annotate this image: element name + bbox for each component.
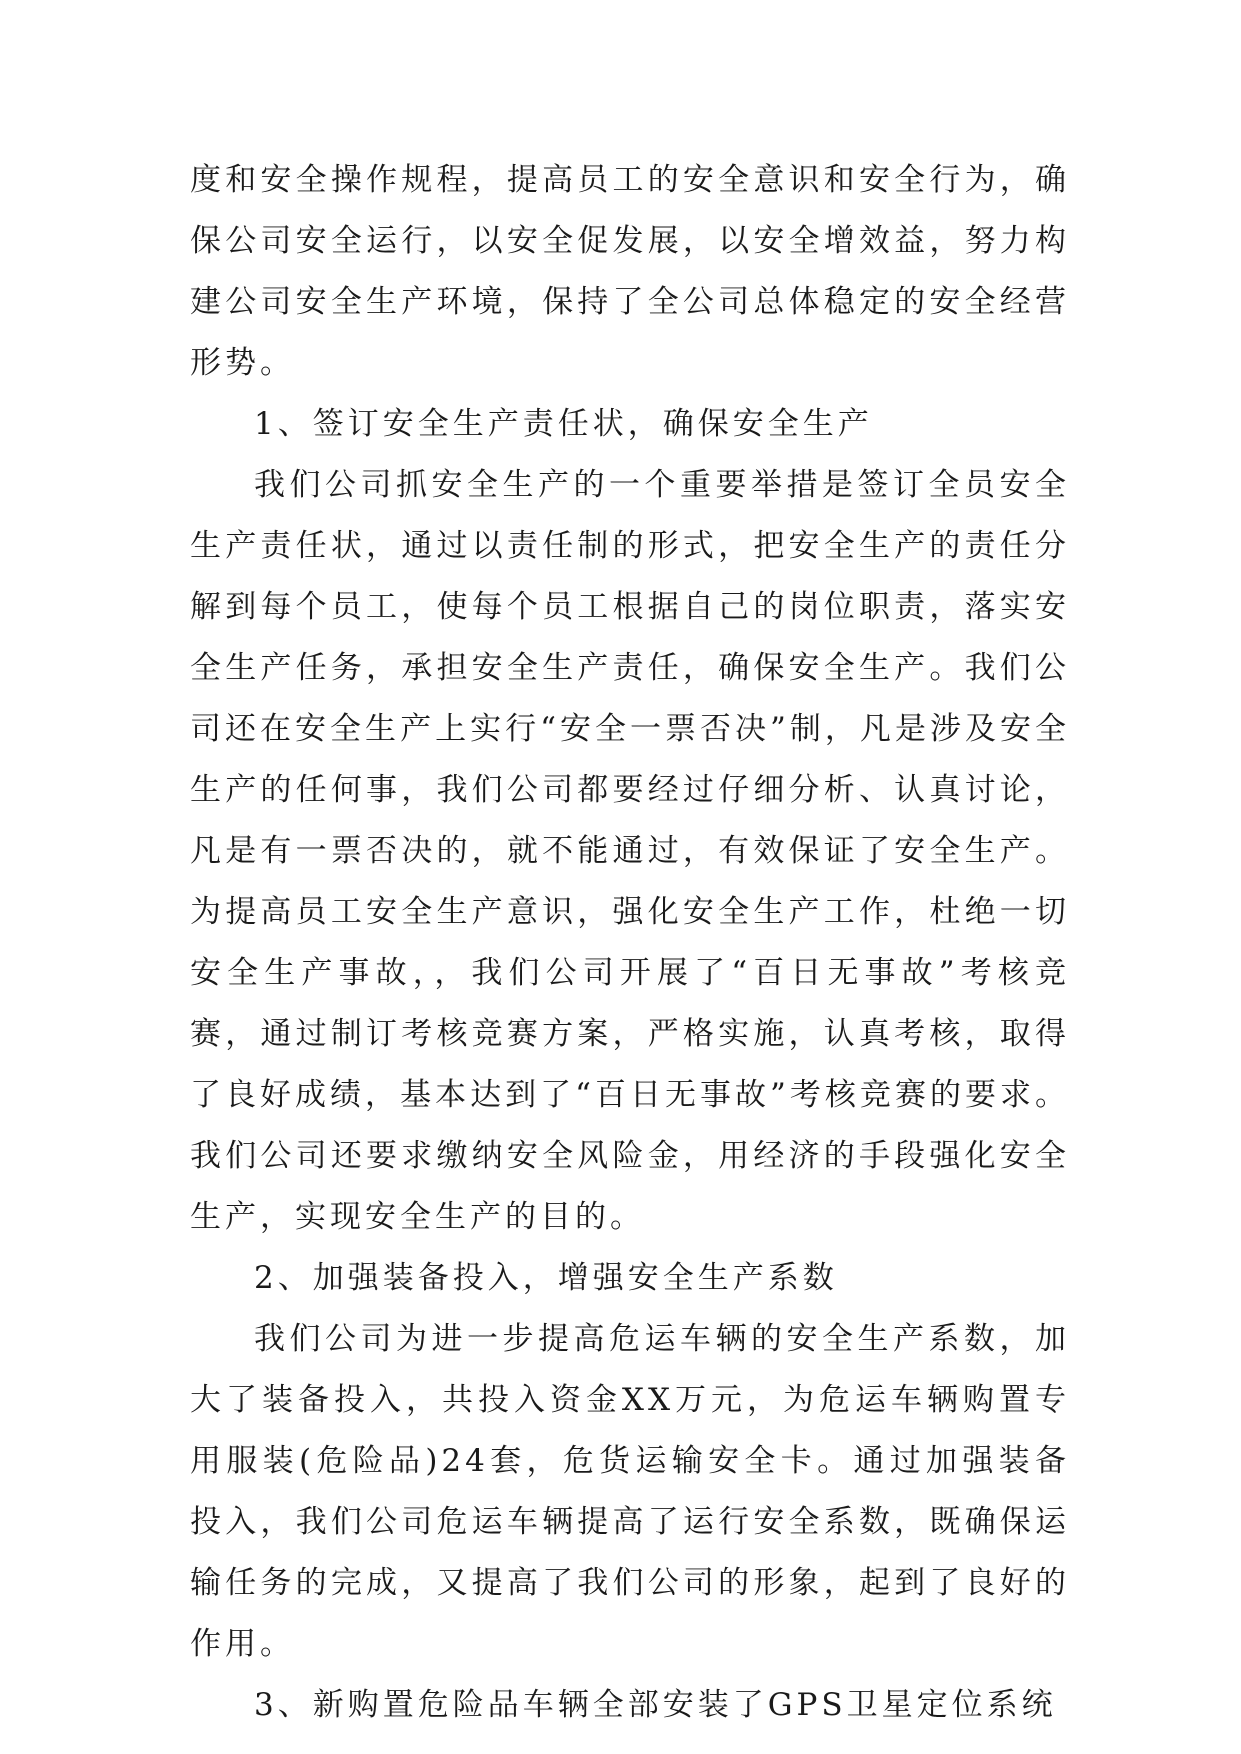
paragraph-safety-overview: 度和安全操作规程，提高员工的安全意识和安全行为，确保公司安全运行，以安全促发展，以安全增效益，努力构建公司安全生产环境，保持了全公司总体稳定的安全经营形势。	[190, 162, 1070, 381]
document-body	[190, 150, 1070, 1736]
section-heading-1: 1、签订安全生产责任状，确保安全生产	[254, 406, 873, 442]
paragraph-equipment: 我们公司为进一步提高危运车辆的安全生产系数，加大了装备投入，共投入资金XX万元，为危运车辆购置专用服装(危险品)24套，危货运输安全卡。通过加强装备投入，我们公司危运车辆提高了运行安全系数，既确保运输任务的完成，又提高了我们公司的形象，起到了良好的作用。	[190, 1321, 1070, 1662]
paragraph-responsibility: 我们公司抓安全生产的一个重要举措是签订全员安全生产责任状，通过以责任制的形式，把安全生产的责任分解到每个员工，使每个员工根据自己的岗位职责，落实安全生产任务，承担安全生产责任，确保安全生产。我们公司还在安全生产上实行“安全一票否决”制，凡是涉及安全生产的任何事，我们公司都要经过仔细分析、认真讨论，凡是有一票否决的，就不能通过，有效保证了安全生产。为提高员工安全生产意识，强化安全生产工作，杜绝一切安全生产事故，，我们公司开展了“百日无事故”考核竞赛，通过制订考核竞赛方案，严格实施，认真考核，取得了良好成绩，基本达到了“百日无事故”考核竞赛的要求。我们公司还要求缴纳安全风险金，用经济的手段强化安全生产，实现安全生产的目的。	[190, 467, 1070, 1235]
section-heading-2: 2、加强装备投入，增强安全生产系数	[254, 1260, 838, 1296]
section-heading-3: 3、新购置危险品车辆全部安装了GPS卫星定位系统	[254, 1687, 1057, 1723]
